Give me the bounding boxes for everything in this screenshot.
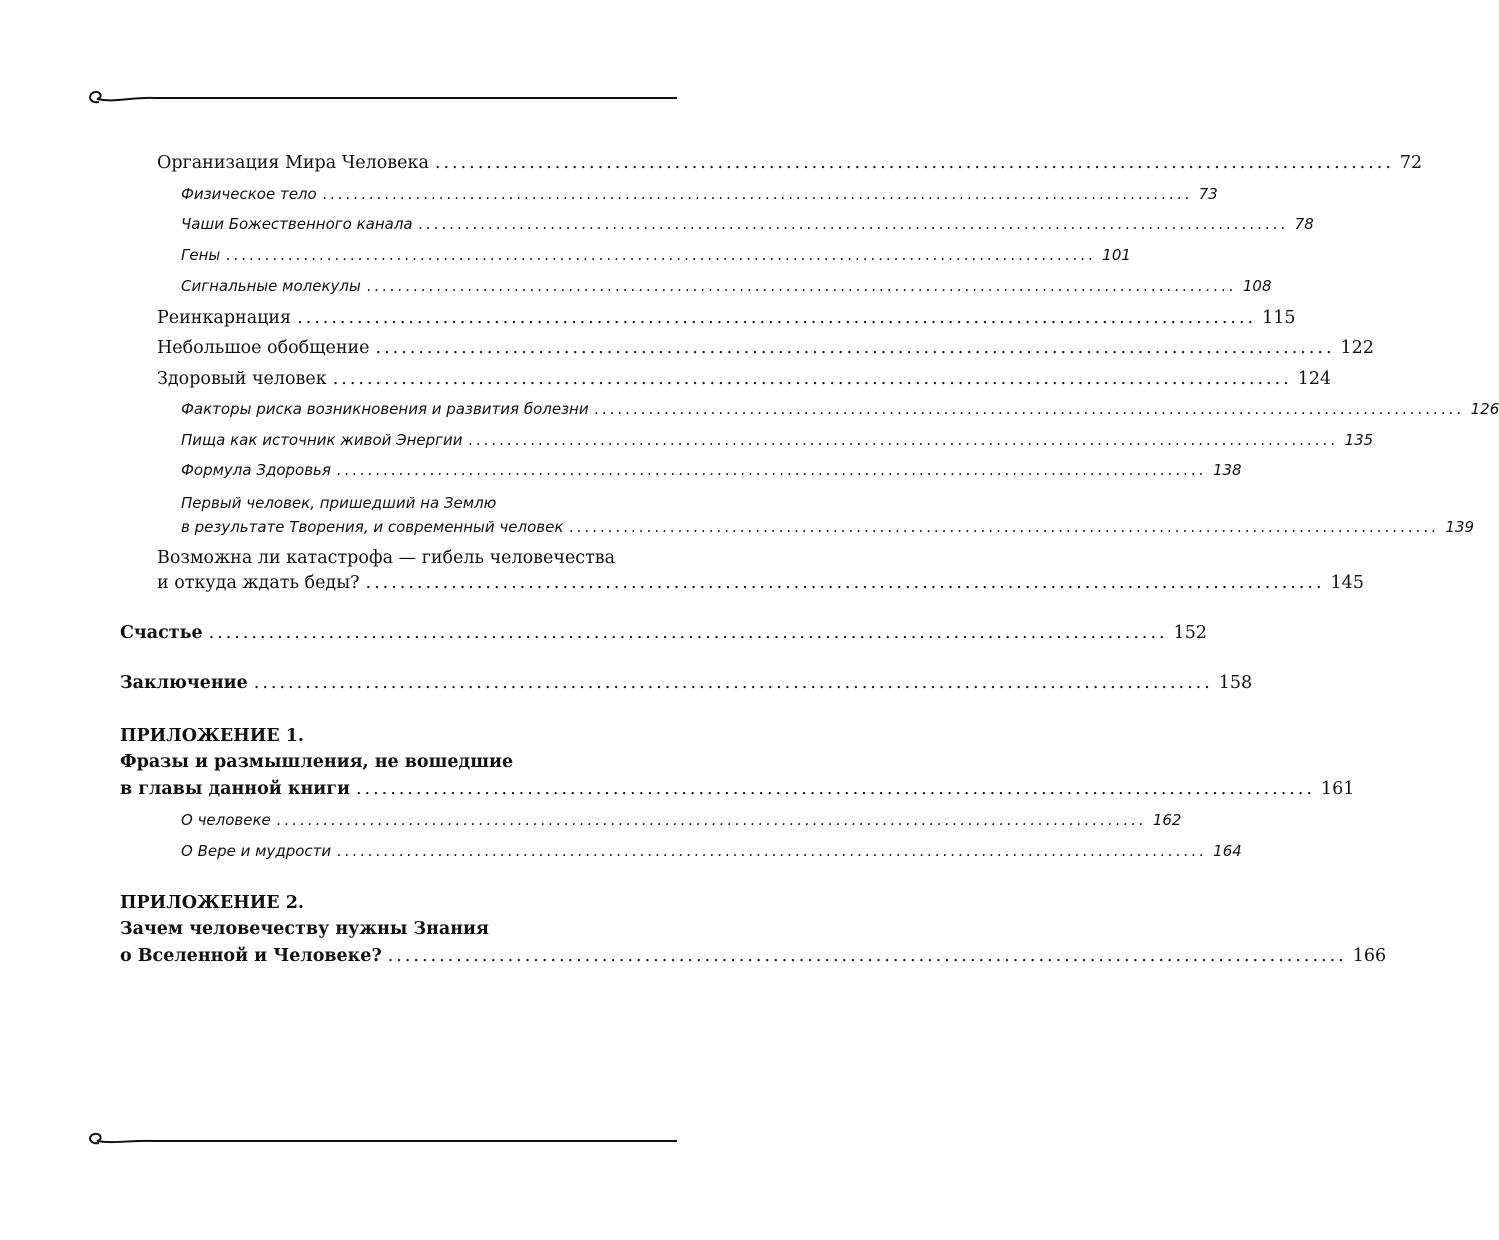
toc-chapter-title: о Вселенной и Человеке? [120, 946, 382, 966]
toc-entry-title: О человеке [181, 811, 271, 829]
toc-subentry[interactable] [181, 518, 1475, 536]
toc-page-number: 164 [1213, 842, 1242, 860]
toc-chapter-title: Заключение [120, 673, 248, 693]
toc-page-number: 138 [1212, 461, 1242, 479]
toc-subentry[interactable] [181, 185, 1218, 203]
toc-entry-title: Здоровый человек [157, 369, 327, 389]
toc-chapter[interactable] [120, 623, 1208, 643]
toc-page-number: 139 [1445, 518, 1475, 536]
toc-subentry[interactable] [181, 431, 1374, 449]
toc-subentry[interactable] [181, 842, 1242, 860]
toc-entry-title: Организация Мира Человека [157, 153, 429, 173]
toc-dot-leader: ................................................................................................................ [336, 461, 1207, 479]
toc-subentry[interactable] [181, 246, 1131, 264]
toc-entry-title: Формула Здоровья [181, 461, 331, 479]
toc-page-number: 161 [1320, 779, 1355, 799]
toc-dot-leader: ................................................................................................................ [355, 779, 1315, 799]
toc-entry-title: О Вере и мудрости [181, 842, 332, 860]
toc-entry-title-line: Возможна ли катастрофа — гибель человечества [157, 548, 616, 568]
toc-entry[interactable] [157, 573, 1364, 593]
toc-subentry[interactable] [181, 277, 1272, 295]
toc-dot-leader: ................................................................................................................ [375, 338, 1335, 358]
toc-subentry-title-line: Первый человек, пришедший на Землю [181, 494, 497, 512]
toc-entry[interactable] [157, 153, 1423, 173]
toc-dot-leader: ................................................................................................................ [434, 153, 1394, 173]
toc-dot-leader: ................................................................................................................ [468, 431, 1339, 449]
toc-chapter-title-line: Фразы и размышления, не вошедшие [120, 752, 514, 772]
toc-entry-title: Сигнальные молекулы [181, 277, 361, 295]
toc-subentry[interactable] [181, 400, 1499, 418]
toc-page-number: 73 [1198, 185, 1218, 203]
toc-entry-title: Гены [181, 246, 221, 264]
toc-dot-leader: ................................................................................................................ [253, 673, 1213, 693]
toc-entry-title: в результате Творения, и современный человек [181, 518, 564, 536]
toc-entry-title: и откуда ждать беды? [157, 573, 360, 593]
toc-chapter[interactable] [120, 673, 1253, 693]
appendix-heading: ПРИЛОЖЕНИЕ 2. [120, 893, 305, 913]
toc-dot-leader: ................................................................................................................ [569, 518, 1440, 536]
toc-page-number: 145 [1330, 573, 1364, 593]
bottom-ornament-divider [85, 1131, 677, 1155]
toc-page-number: 135 [1344, 431, 1374, 449]
toc-entry[interactable] [157, 308, 1296, 328]
toc-page-number: 72 [1399, 153, 1423, 173]
toc-entry-title: Чаши Божественного канала [181, 215, 413, 233]
toc-subentry[interactable] [181, 215, 1314, 233]
toc-entry-title: Реинкарнация [157, 308, 292, 328]
toc-page-number: 78 [1294, 215, 1314, 233]
toc-chapter[interactable] [120, 779, 1355, 799]
toc-dot-leader: ................................................................................................................ [337, 842, 1208, 860]
toc-page-number: 122 [1340, 338, 1374, 358]
toc-page-number: 152 [1173, 623, 1208, 643]
toc-dot-leader: ................................................................................................................ [322, 185, 1193, 203]
toc-dot-leader: ................................................................................................................ [332, 369, 1292, 389]
toc-dot-leader: ................................................................................................................ [365, 573, 1325, 593]
toc-dot-leader: ................................................................................................................ [208, 623, 1168, 643]
toc-subentry[interactable] [181, 811, 1182, 829]
toc-dot-leader: ................................................................................................................ [594, 400, 1465, 418]
toc-dot-leader: ................................................................................................................ [387, 946, 1347, 966]
toc-chapter[interactable] [120, 946, 1387, 966]
toc-chapter-title: Счастье [120, 623, 203, 643]
toc-chapter-title: в главы данной книги [120, 779, 350, 799]
toc-dot-leader: ................................................................................................................ [366, 277, 1237, 295]
toc-entry-title: Небольшое обобщение [157, 338, 370, 358]
toc-entry-title: Физическое тело [181, 185, 317, 203]
toc-entry[interactable] [157, 369, 1332, 389]
toc-entry[interactable] [157, 338, 1374, 358]
toc-page-number: 108 [1242, 277, 1272, 295]
toc-subentry[interactable] [181, 461, 1242, 479]
toc-entry-title: Пища как источник живой Энергии [181, 431, 463, 449]
toc-chapter-title-line: Зачем человечеству нужны Знания [120, 919, 489, 939]
toc-dot-leader: ................................................................................................................ [297, 308, 1257, 328]
toc-page-number: 126 [1470, 400, 1499, 418]
toc-page-number: 166 [1352, 946, 1387, 966]
toc-dot-leader: ................................................................................................................ [226, 246, 1097, 264]
toc-page-number: 101 [1102, 246, 1131, 264]
toc-page-number: 124 [1297, 369, 1332, 389]
toc-dot-leader: ................................................................................................................ [276, 811, 1147, 829]
appendix-heading: ПРИЛОЖЕНИЕ 1. [120, 726, 305, 746]
toc-entry-title: Факторы риска возникновения и развития болезни [181, 400, 589, 418]
toc-page-number: 115 [1262, 308, 1296, 328]
toc-dot-leader: ................................................................................................................ [418, 215, 1289, 233]
toc-page-number: 158 [1218, 673, 1253, 693]
toc-page-number: 162 [1152, 811, 1182, 829]
top-ornament-divider [85, 88, 677, 112]
